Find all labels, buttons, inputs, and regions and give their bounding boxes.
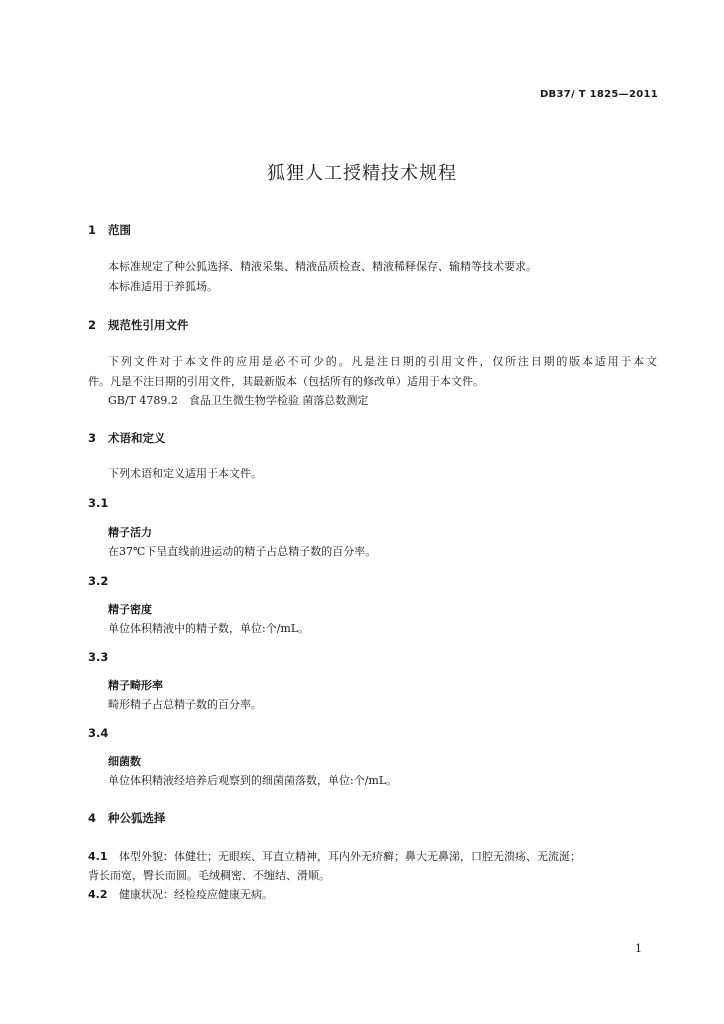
page-number: 1	[635, 942, 642, 955]
standard-code: DB37/ T 1825—2011	[539, 89, 658, 100]
term-3-4-number: 3.4	[88, 726, 109, 740]
section-3-title: 术语和定义	[108, 431, 166, 445]
section-3-number: 3	[88, 431, 97, 445]
section-4-number: 4	[88, 811, 97, 825]
term-3-1-definition: 在37℃下呈直线前进运动的精子占总精子数的百分率。	[108, 545, 377, 558]
section-3-heading	[88, 430, 166, 446]
term-3-4-definition: 单位体积精液经培养后观察到的细菌菌落数，单位:个/mL。	[108, 774, 398, 787]
section-1-paragraph-1: 本标准规定了种公狐选择、精液采集、精液品质检查、精液稀释保存、输精等技术要求。	[108, 260, 537, 273]
section-2-number: 2	[88, 318, 97, 332]
clause-4-2	[88, 886, 273, 902]
term-3-2-number: 3.2	[88, 574, 109, 588]
clause-4-1-text: 体型外貌：体健壮；无眼疾、耳直立精神，耳内外无疥癣；鼻大无鼻涕，口腔无溃疡、无流涎；	[119, 850, 581, 863]
section-4-heading	[88, 810, 166, 826]
normative-reference: GB/T 4789.2 食品卫生微生物学检验 菌落总数测定	[108, 394, 369, 407]
clause-4-2-number: 4.2	[88, 888, 108, 901]
term-3-3-definition: 畸形精子占总精子数的百分率。	[108, 698, 262, 711]
term-3-3-number: 3.3	[88, 650, 109, 664]
term-3-1-number: 3.1	[88, 496, 109, 510]
term-3-2-name: 精子密度	[108, 603, 152, 616]
clause-4-1-number: 4.1	[88, 850, 108, 863]
section-2-heading	[88, 317, 189, 333]
clause-4-1-line-2: 背长而宽，臀长而圆。毛绒稠密、不缠结、滑顺。	[88, 869, 330, 882]
section-2-title: 规范性引用文件	[108, 318, 189, 332]
term-3-4-name: 细菌数	[108, 755, 141, 768]
section-2-paragraph-line-2: 件。凡是不注日期的引用文件，其最新版本（包括所有的修改单）适用于本文件。	[88, 375, 484, 388]
section-1-heading	[88, 222, 131, 238]
term-3-1-name: 精子活力	[108, 526, 152, 539]
section-1-paragraph-2: 本标准适用于养狐场。	[108, 280, 218, 293]
term-3-3-name: 精子畸形率	[108, 679, 163, 692]
section-1-title: 范围	[108, 223, 131, 237]
section-4-title: 种公狐选择	[108, 811, 166, 825]
clause-4-1-line-1	[88, 848, 657, 864]
section-3-intro: 下列术语和定义适用于本文件。	[108, 467, 262, 480]
section-1-number: 1	[88, 223, 97, 237]
document-title: 狐狸人工授精技术规程	[267, 163, 457, 184]
section-2-paragraph-line-1: 下列文件对于本文件的应用是必不可少的。凡是注日期的引用文件，仅所注日期的版本适用于本文	[108, 355, 657, 368]
clause-4-2-text: 健康状况：经检疫应健康无病。	[119, 888, 273, 901]
term-3-2-definition: 单位体积精液中的精子数，单位:个/mL。	[108, 622, 310, 635]
